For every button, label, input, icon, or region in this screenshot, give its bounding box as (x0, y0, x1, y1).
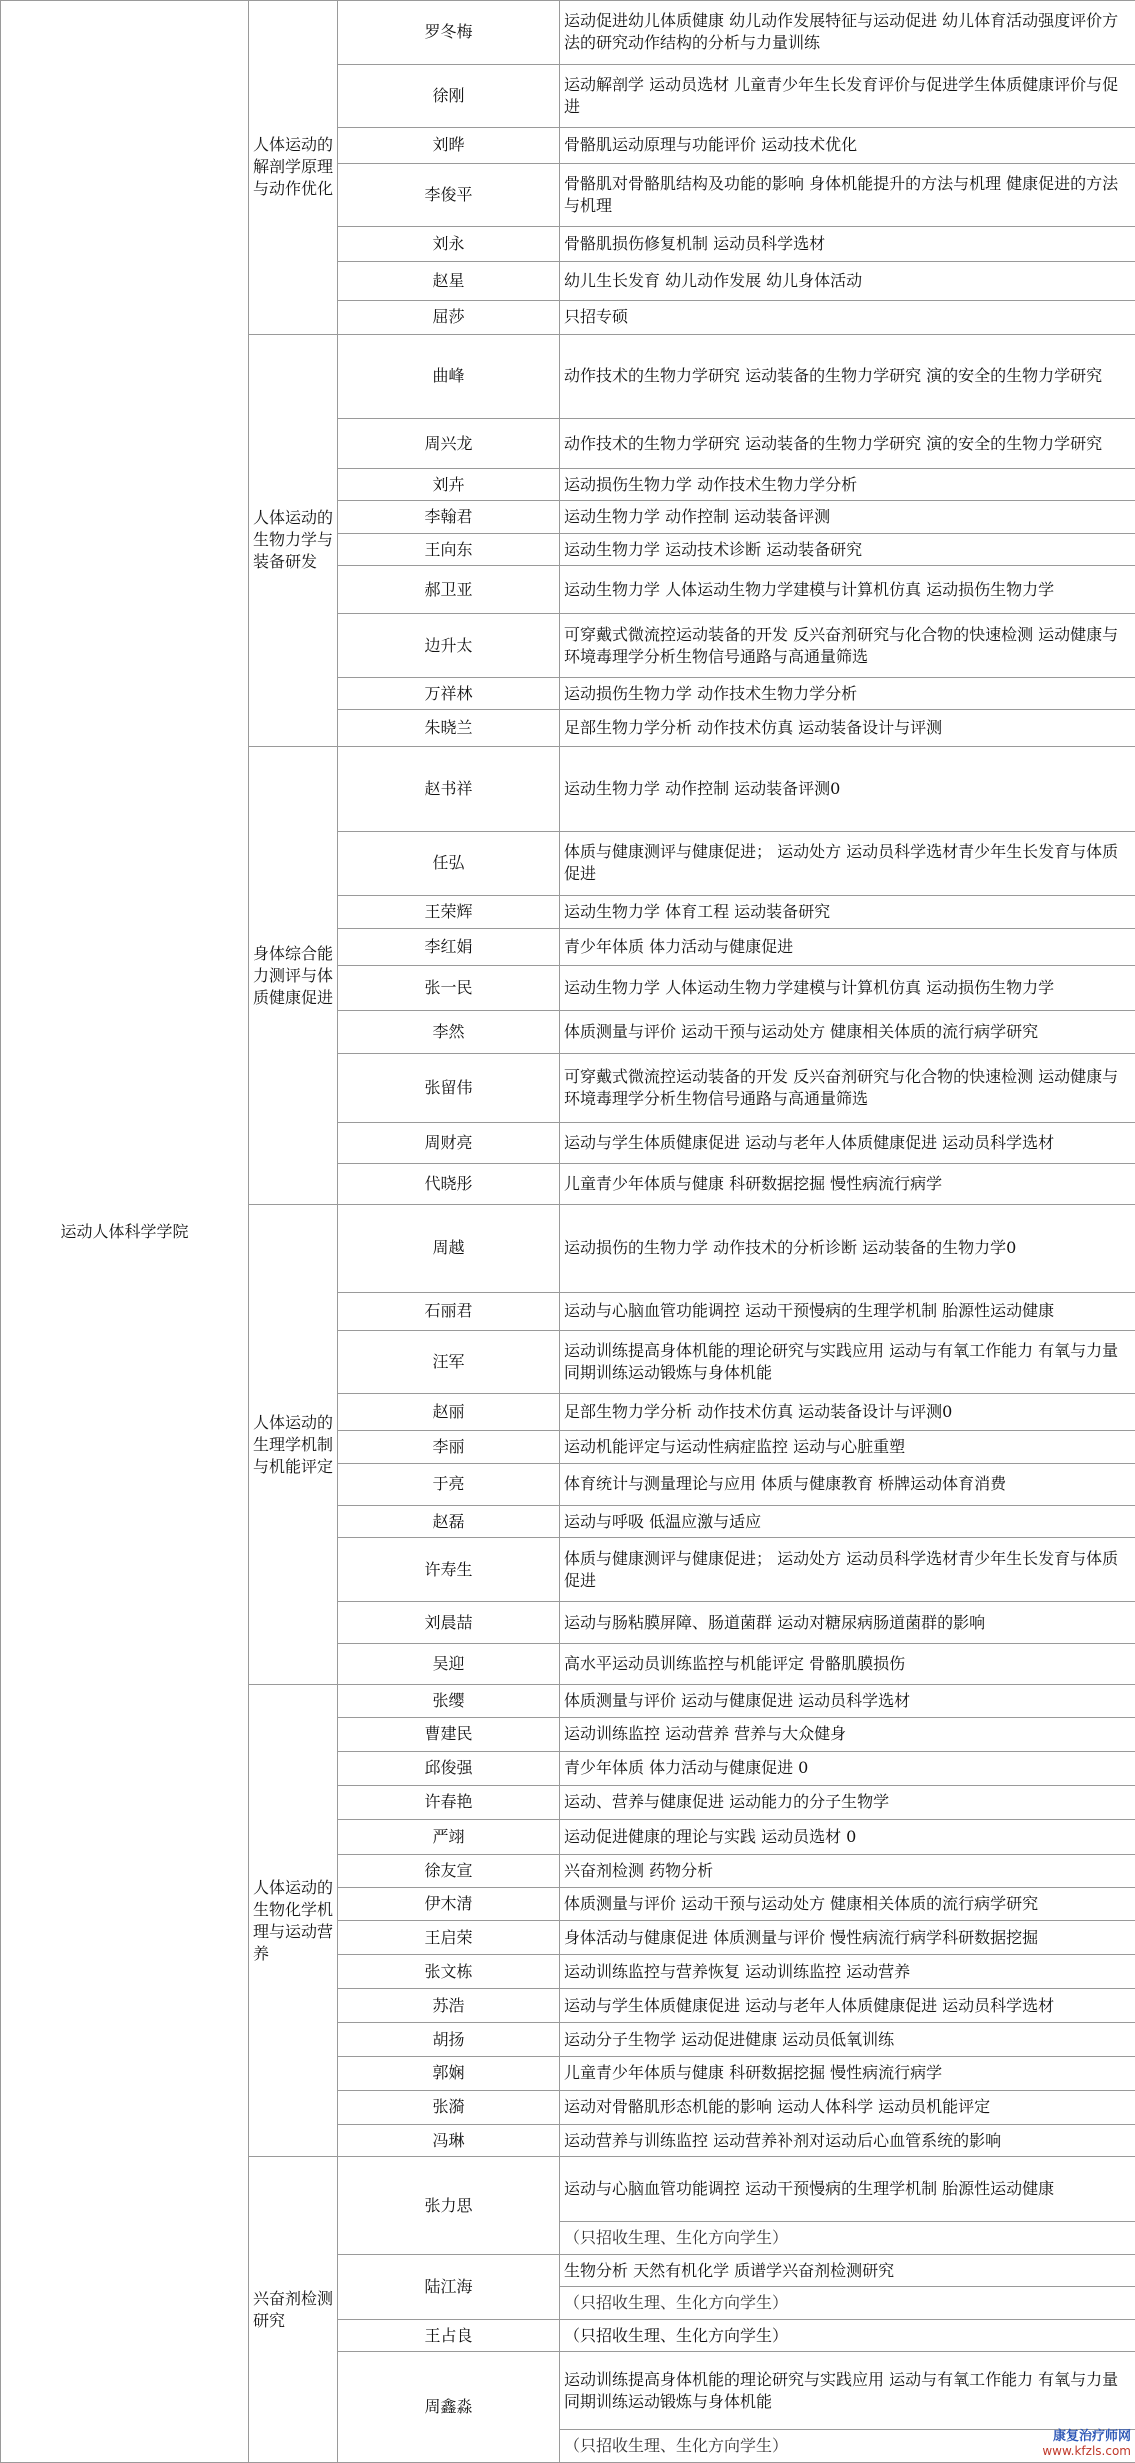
supervisor-name: 李红娟 (338, 929, 560, 966)
research-areas: 运动生物力学 动作控制 运动装备评测0 (560, 747, 1135, 832)
research-areas: 足部生物力学分析 动作技术仿真 运动装备设计与评测0 (560, 1394, 1135, 1431)
school-name: 运动人体科学学院 (1, 1, 249, 2463)
research-areas: 动作技术的生物力学研究 运动装备的生物力学研究 演的安全的生物力学研究 (560, 334, 1135, 419)
supervisor-name: 罗冬梅 (338, 1, 560, 65)
supervisor-name: 曲峰 (338, 334, 560, 419)
supervisor-name: 周财亮 (338, 1123, 560, 1164)
research-areas: （只招收生理、生化方向学生） (560, 2319, 1135, 2352)
research-areas: 运动生物力学 人体运动生物力学建模与计算机仿真 运动损伤生物力学 (560, 566, 1135, 614)
supervisor-name: 张缨 (338, 1685, 560, 1718)
research-areas: 运动与肠粘膜屏障、肠道菌群 运动对糖尿病肠道菌群的影响 (560, 1602, 1135, 1644)
research-areas: 体质与健康测评与健康促进； 运动处方 运动员科学选材青少年生长发育与体质促进 (560, 831, 1135, 895)
research-areas: 身体活动与健康促进 体质测量与评价 慢性病流行病学科研数据挖掘 (560, 1921, 1135, 1955)
supervisor-name: 赵书祥 (338, 747, 560, 832)
research-areas: 骨骼肌对骨骼肌结构及功能的影响 身体机能提升的方法与机理 健康促进的方法与机理 (560, 163, 1135, 227)
supervisor-name: 郭娴 (338, 2057, 560, 2091)
supervisor-name: 王荣辉 (338, 895, 560, 929)
research-direction: 人体运动的生物力学与装备研发 (249, 334, 338, 747)
research-areas: 运动训练监控与营养恢复 运动训练监控 运动营养 (560, 1955, 1135, 1989)
research-areas: 运动与心脑血管功能调控 运动干预慢病的生理学机制 胎源性运动健康 (560, 2157, 1135, 2222)
supervisor-name: 李俊平 (338, 163, 560, 227)
supervisor-name: 刘永 (338, 227, 560, 262)
research-areas: 高水平运动员训练监控与机能评定 骨骼肌膜损伤 (560, 1644, 1135, 1685)
research-areas: 运动生物力学 动作控制 运动装备评测 (560, 501, 1135, 534)
admission-note: （只招收生理、生化方向学生） (560, 2287, 1135, 2320)
research-areas: 运动、营养与健康促进 运动能力的分子生物学 (560, 1785, 1135, 1819)
research-areas: 兴奋剂检测 药物分析 (560, 1855, 1135, 1888)
research-areas: 运动促进健康的理论与实践 运动员选材 0 (560, 1819, 1135, 1854)
research-areas: 运动机能评定与运动性病症监控 运动与心脏重塑 (560, 1431, 1135, 1464)
supervisor-name: 赵磊 (338, 1505, 560, 1538)
supervisor-name: 朱晓兰 (338, 710, 560, 747)
supervisor-name: 徐友宣 (338, 1855, 560, 1888)
supervisor-name: 严翊 (338, 1819, 560, 1854)
research-areas: 体质测量与评价 运动干预与运动处方 健康相关体质的流行病学研究 (560, 1011, 1135, 1053)
supervisor-name: 李翰君 (338, 501, 560, 534)
supervisor-name: 曹建民 (338, 1717, 560, 1751)
research-areas: 儿童青少年体质与健康 科研数据挖掘 慢性病流行病学 (560, 2057, 1135, 2091)
supervisor-name: 张力思 (338, 2157, 560, 2255)
research-areas: 青少年体质 体力活动与健康促进 0 (560, 1751, 1135, 1785)
research-areas: 运动损伤生物力学 动作技术生物力学分析 (560, 677, 1135, 710)
supervisor-name: 许春艳 (338, 1785, 560, 1819)
research-direction: 人体运动的生理学机制与机能评定 (249, 1204, 338, 1684)
watermark-url: www.kfzls.com (1042, 2444, 1131, 2458)
supervisor-name: 任弘 (338, 831, 560, 895)
supervisor-name: 伊木清 (338, 1887, 560, 1921)
research-areas: 运动促进幼儿体质健康 幼儿动作发展特征与运动促进 幼儿体育活动强度评价方法的研究动作结构的分析与力量训练 (560, 1, 1135, 65)
research-direction: 兴奋剂检测研究 (249, 2157, 338, 2463)
research-areas: 运动解剖学 运动员选材 儿童青少年生长发育评价与促进学生体质健康评价与促进 (560, 64, 1135, 128)
research-areas: 运动营养与训练监控 运动营养补剂对运动后心血管系统的影响 (560, 2124, 1135, 2157)
admission-note: （只招收生理、生化方向学生） (560, 2222, 1135, 2255)
supervisor-name: 冯琳 (338, 2124, 560, 2157)
research-areas: 体育统计与测量理论与应用 体质与健康教育 桥牌运动体育消费 (560, 1463, 1135, 1505)
research-areas: 体质测量与评价 运动与健康促进 运动员科学选材 (560, 1685, 1135, 1718)
supervisor-name: 郝卫亚 (338, 566, 560, 614)
watermark-title: 康复治疗师网 (1052, 2429, 1131, 2444)
research-areas: 可穿戴式微流控运动装备的开发 反兴奋剂研究与化合物的快速检测 运动健康与环境毒理学分析生物信号通路与高通量筛选 (560, 614, 1135, 678)
supervisor-name: 王启荣 (338, 1921, 560, 1955)
supervisor-name: 张漪 (338, 2090, 560, 2124)
supervisor-name: 汪军 (338, 1330, 560, 1394)
supervisor-name: 周鑫淼 (338, 2352, 560, 2463)
supervisor-name: 许寿生 (338, 1538, 560, 1602)
supervisor-name: 边升太 (338, 614, 560, 678)
supervisor-name: 石丽君 (338, 1292, 560, 1330)
research-areas: 骨骼肌损伤修复机制 运动员科学选材 (560, 227, 1135, 262)
supervisor-name: 屈莎 (338, 300, 560, 334)
supervisor-name: 吴迎 (338, 1644, 560, 1685)
research-areas: 体质与健康测评与健康促进； 运动处方 运动员科学选材青少年生长发育与体质促进 (560, 1538, 1135, 1602)
supervisor-name: 徐刚 (338, 64, 560, 128)
research-areas: 运动对骨骼肌形态机能的影响 运动人体科学 运动员机能评定 (560, 2090, 1135, 2124)
research-areas: 运动损伤生物力学 动作技术生物力学分析 (560, 468, 1135, 501)
research-areas: 运动训练监控 运动营养 营养与大众健身 (560, 1717, 1135, 1751)
research-areas: 运动生物力学 人体运动生物力学建模与计算机仿真 运动损伤生物力学 (560, 966, 1135, 1011)
research-areas: 运动与学生体质健康促进 运动与老年人体质健康促进 运动员科学选材 (560, 1123, 1135, 1164)
research-areas: 生物分析 天然有机化学 质谱学兴奋剂检测研究 (560, 2254, 1135, 2287)
research-areas: 运动训练提高身体机能的理论研究与实践应用 运动与有氧工作能力 有氧与力量同期训练运动锻炼与身体机能 (560, 1330, 1135, 1394)
research-direction: 人体运动的解剖学原理与动作优化 (249, 1, 338, 335)
supervisor-name: 胡扬 (338, 2023, 560, 2057)
research-areas: 骨骼肌运动原理与功能评价 运动技术优化 (560, 128, 1135, 163)
supervisor-name: 刘卉 (338, 468, 560, 501)
supervisor-name: 周越 (338, 1204, 560, 1292)
supervisor-name: 王向东 (338, 533, 560, 566)
supervisor-name: 陆江海 (338, 2254, 560, 2319)
supervisor-name: 刘晔 (338, 128, 560, 163)
research-areas: 幼儿生长发育 幼儿动作发展 幼儿身体活动 (560, 262, 1135, 300)
research-areas: 运动训练提高身体机能的理论研究与实践应用 运动与有氧工作能力 有氧与力量同期训练运动锻炼与身体机能 (560, 2352, 1135, 2430)
supervisor-name: 李然 (338, 1011, 560, 1053)
faculty-table-body (1, 1, 1135, 2463)
admission-note: （只招收生理、生化方向学生） (560, 2430, 1135, 2463)
research-direction: 人体运动的生物化学机理与运动营养 (249, 1685, 338, 2157)
research-areas: 运动生物力学 体育工程 运动装备研究 (560, 895, 1135, 929)
research-areas: 运动生物力学 运动技术诊断 运动装备研究 (560, 533, 1135, 566)
research-areas: 运动分子生物学 运动促进健康 运动员低氧训练 (560, 2023, 1135, 2057)
supervisor-name: 张文栋 (338, 1955, 560, 1989)
research-areas: 体质测量与评价 运动干预与运动处方 健康相关体质的流行病学研究 (560, 1887, 1135, 1921)
supervisor-name: 李丽 (338, 1431, 560, 1464)
research-areas: 动作技术的生物力学研究 运动装备的生物力学研究 演的安全的生物力学研究 (560, 419, 1135, 468)
supervisor-name: 苏浩 (338, 1989, 560, 2023)
supervisor-name: 于亮 (338, 1463, 560, 1505)
supervisor-name: 周兴龙 (338, 419, 560, 468)
supervisor-name: 赵丽 (338, 1394, 560, 1431)
research-areas: 青少年体质 体力活动与健康促进 (560, 929, 1135, 966)
research-areas: 只招专硕 (560, 300, 1135, 334)
research-areas: 运动损伤的生物力学 动作技术的分析诊断 运动装备的生物力学0 (560, 1204, 1135, 1292)
supervisor-name: 邱俊强 (338, 1751, 560, 1785)
supervisor-name: 万祥林 (338, 677, 560, 710)
research-areas: 运动与学生体质健康促进 运动与老年人体质健康促进 运动员科学选材 (560, 1989, 1135, 2023)
research-direction: 身体综合能力测评与体质健康促进 (249, 747, 338, 1205)
supervisor-name: 代晓彤 (338, 1164, 560, 1205)
research-areas: 足部生物力学分析 动作技术仿真 运动装备设计与评测 (560, 710, 1135, 747)
supervisor-name: 张留伟 (338, 1053, 560, 1122)
research-areas: 可穿戴式微流控运动装备的开发 反兴奋剂研究与化合物的快速检测 运动健康与环境毒理学分析生物信号通路与高通量筛选 (560, 1053, 1135, 1122)
research-areas: 儿童青少年体质与健康 科研数据挖掘 慢性病流行病学 (560, 1164, 1135, 1205)
supervisor-name: 刘晨喆 (338, 1602, 560, 1644)
supervisor-name: 王占良 (338, 2319, 560, 2352)
supervisor-name: 赵星 (338, 262, 560, 300)
research-areas: 运动与呼吸 低温应激与适应 (560, 1505, 1135, 1538)
supervisor-name: 张一民 (338, 966, 560, 1011)
faculty-row (1, 1, 1135, 65)
site-watermark (1042, 2429, 1131, 2459)
research-areas: 运动与心脑血管功能调控 运动干预慢病的生理学机制 胎源性运动健康 (560, 1292, 1135, 1330)
